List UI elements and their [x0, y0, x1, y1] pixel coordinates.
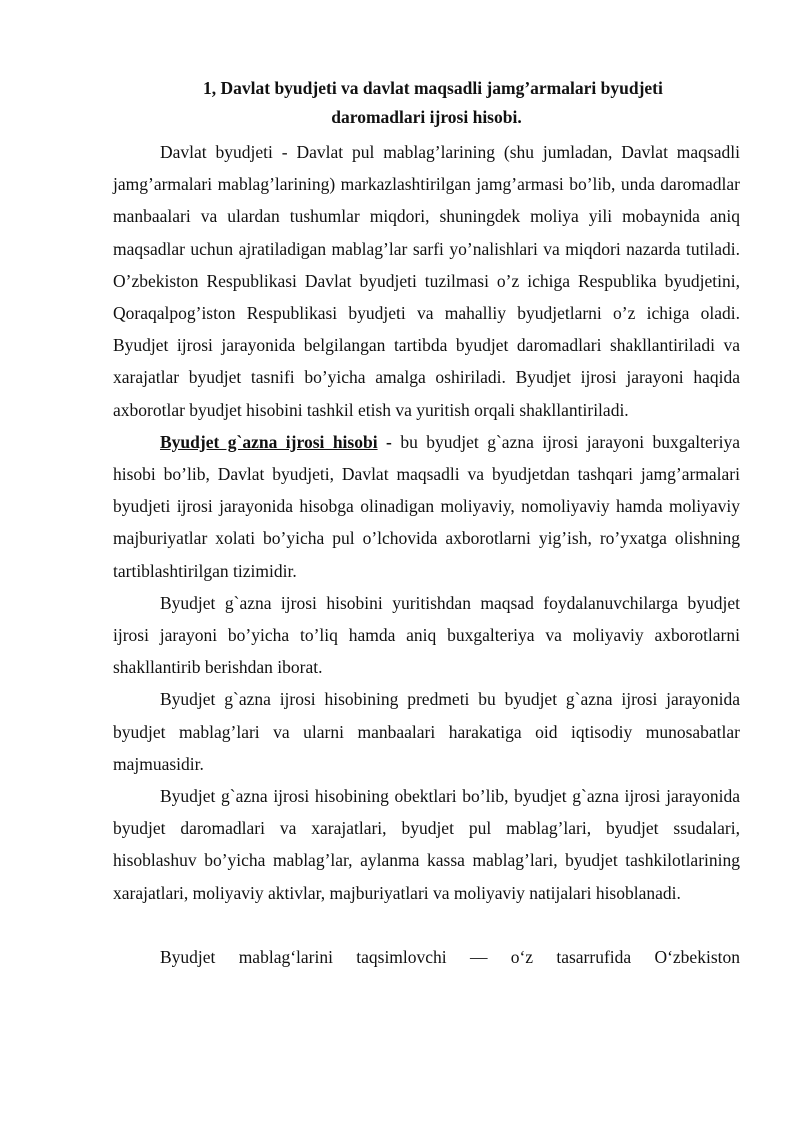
- paragraph-objects: Byudjet g`azna ijrosi hisobining obektlari bo’lib, byudjet g`azna ijrosi jarayonida byudjet daromadlari va xarajatlari, byudjet pul mablag’lari, byudjet ssudalari, hisoblashuv bo’yicha mablag’lar, aylanma kassa mablag’lari, byudjet tashkilotlarining xarajatlari, moliyaviy aktivlar, majburiyatlari va moliyaviy natijalari hisoblanadi.: [113, 786, 740, 903]
- definition-separator: -: [377, 431, 401, 452]
- document-body: [113, 136, 740, 973]
- section-title-line-1: 1, Davlat byudjeti va davlat maqsadli jamg’armalari byudjeti: [203, 78, 663, 98]
- definition-term: Byudjet g`azna ijrosi hisobi: [160, 431, 378, 452]
- section-title-line-2: daromadlari ijrosi hisobi.: [331, 107, 522, 127]
- paragraph-gap: [113, 909, 740, 941]
- section-title: [113, 74, 740, 132]
- paragraph-definition: [113, 426, 740, 587]
- paragraph-subject: Byudjet g`azna ijrosi hisobining predmeti bu byudjet g`azna ijrosi jarayonida byudjet mablag’lari va ularni manbaalari harakatiga oid iqtisodiy munosabatlar majmuasidir.: [113, 689, 740, 774]
- paragraph-budget-allocator: Byudjet mablag‘larini taqsimlovchi — o‘z tasarrufida O‘zbekiston: [160, 946, 740, 967]
- definition-text: bu byudjet g`azna ijrosi jarayoni buxgalteriya hisobi bo’lib, Davlat byudjeti, Davlat maqsadli va byudjetdan tashqari jamg’armalari byudjeti ijrosi jarayonida hisobga olinadigan moliyaviy, nomoliyaviy hamda moliyaviy majburiyatlar xolati bo’yicha pul o’lchovida axborotlarni yig’ish, ro’yxatga olishning tartiblashtirilgan tizimidir.: [113, 431, 741, 581]
- paragraph-goal: Byudjet g`azna ijrosi hisobini yuritishdan maqsad foydalanuvchilarga byudjet ijrosi jarayoni bo’yicha to’liq hamda aniq buxgalteriya va moliyaviy axborotlarni shakllantirib berishdan iborat.: [113, 592, 740, 678]
- paragraph-state-budget: Davlat byudjeti - Davlat pul mablag’larining (shu jumladan, Davlat maqsadli jamg’armalari mablag’larining) markazlashtirilgan jamg’armasi bo’lib, unda daromadlar manbaalari va ulardan tushumlar miqdori, shuningdek moliya yili mobaynida aniq maqsadlar uchun ajratiladigan mablag’lar sarfi yo’nalishlari va miqdori nazarda tutiladi. O’zbekiston Respublikasi Davlat byudjeti tuzilmasi o’z ichiga Respublika byudjetini, Qoraqalpog’iston Respublikasi byudjeti va mahalliy byudjetlarni o’z ichiga oladi. Byudjet ijrosi jarayonida belgilangan tartibda byudjet daromadlari shakllantiriladi va xarajatlar byudjet tasnifi bo’yicha amalga oshiriladi. Byudjet ijrosi jarayoni haqida axborotlar byudjet hisobini tashkil etish va yuritish orqali shakllantiriladi.: [113, 142, 740, 420]
